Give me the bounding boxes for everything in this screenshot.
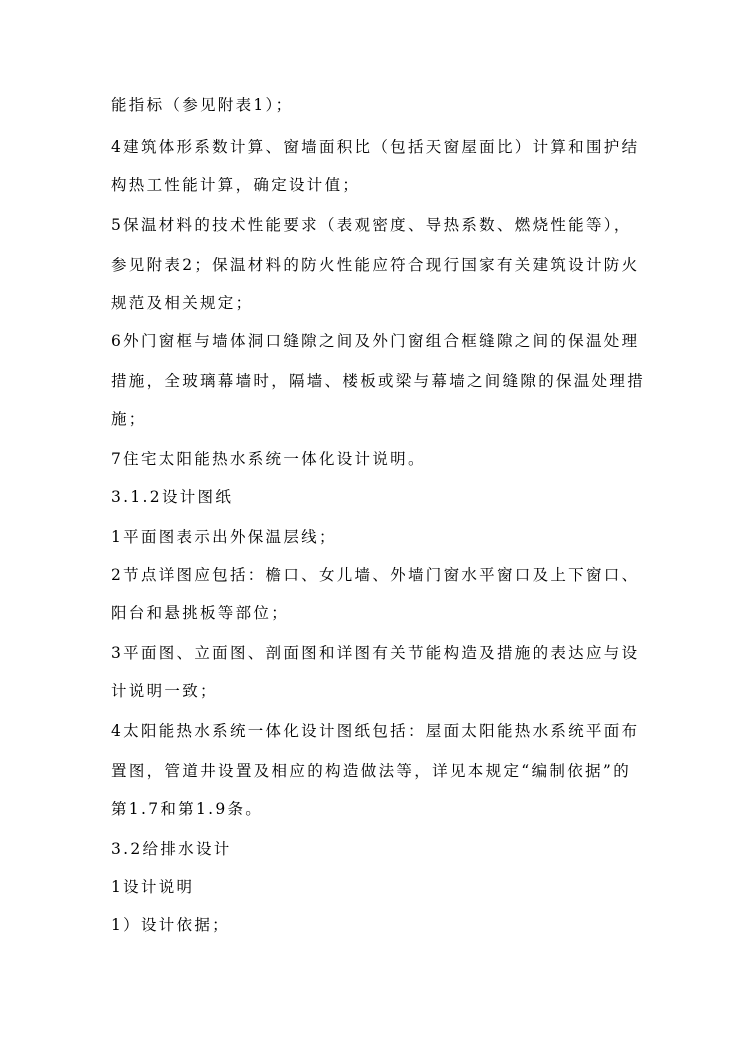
text-line: 1平面图表示出外保温层线； [111,528,337,546]
section-heading: 3.1.2设计图纸 [111,488,234,506]
text-line: 置图，管道井设置及相应的构造做法等，详见本规定“编制依据”的 [111,762,631,780]
text-line: 构热工性能计算，确定设计值； [111,176,361,194]
subsection-heading: 1设计说明 [111,878,195,896]
text-line: 规范及相关规定； [111,294,254,312]
text-line: 第1.7和第1.9条。 [111,800,264,818]
text-line: 6外门窗框与墙体洞口缝隙之间及外门窗组合框缝隙之间的保温处理 [111,332,640,350]
text-line: 7住宅太阳能热水系统一体化设计说明。 [111,450,426,468]
text-line: 4建筑体形系数计算、窗墙面积比（包括天窗屋面比）计算和围护结 [111,138,640,156]
text-line: 参见附表2；保温材料的防火性能应符合现行国家有关建筑设计防火 [111,256,640,274]
text-line: 3平面图、立面图、剖面图和详图有关节能构造及措施的表达应与设 [111,644,640,662]
text-line: 阳台和悬挑板等部位； [111,604,290,622]
text-line: 2节点详图应包括：檐口、女儿墙、外墙门窗水平窗口及上下窗口、 [111,566,640,584]
text-line: 5保温材料的技术性能要求（表观密度、导热系数、燃烧性能等）， [111,216,632,234]
text-line: 4太阳能热水系统一体化设计图纸包括：屋面太阳能热水系统平面布 [111,722,640,740]
section-heading: 3.2给排水设计 [111,840,232,858]
text-line: 施； [111,410,147,428]
text-line: 计说明一致； [111,682,218,700]
text-line: 措施，全玻璃幕墙时，隔墙、楼板或梁与幕墙之间缝隙的保温处理措 [111,372,646,390]
text-line: 1）设计依据； [111,916,230,934]
text-line: 能指标（参见附表1）； [111,96,294,114]
